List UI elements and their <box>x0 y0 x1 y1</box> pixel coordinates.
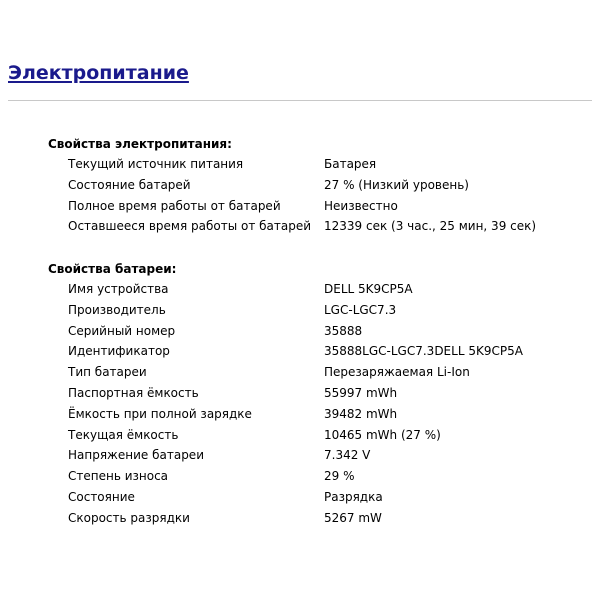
section-heading: Свойства батареи: <box>48 262 177 276</box>
property-value: Перезаряжаемая Li-Ion <box>324 365 470 380</box>
table-row <box>48 341 598 362</box>
property-label: Степень износа <box>68 469 169 484</box>
property-value: 27 % (Низкий уровень) <box>324 177 469 192</box>
table-row <box>48 154 598 175</box>
table-row <box>48 508 598 529</box>
property-label: Серийный номер <box>68 323 176 338</box>
property-value: DELL 5K9CP5A <box>324 282 413 296</box>
property-value: 35888 <box>324 323 363 338</box>
property-label: Производитель <box>68 302 166 317</box>
power-properties-section <box>48 134 598 237</box>
table-row <box>48 466 598 487</box>
property-label: Ёмкость при полной зарядке <box>68 406 252 421</box>
battery-properties-section <box>48 259 598 529</box>
table-row <box>48 175 598 196</box>
section-heading: Свойства электропитания: <box>48 137 232 151</box>
property-label: Состояние <box>68 489 135 504</box>
property-value: 7.342 V <box>324 448 371 463</box>
property-value: 29 % <box>324 469 355 484</box>
property-value: Батарея <box>324 157 377 171</box>
table-row <box>48 362 598 383</box>
property-label: Текущий источник питания <box>68 157 244 171</box>
property-value: 35888LGC-LGC7.3DELL 5K9CP5A <box>324 344 523 359</box>
table-row <box>48 404 598 425</box>
property-label: Паспортная ёмкость <box>68 385 199 400</box>
property-label: Имя устройства <box>68 282 169 296</box>
table-row <box>48 487 598 508</box>
table-row <box>48 383 598 404</box>
table-row <box>48 445 598 466</box>
table-row <box>48 216 598 237</box>
property-value: 12339 сек (3 час., 25 мин, 39 сек) <box>324 219 537 234</box>
property-label: Текущая ёмкость <box>68 427 179 442</box>
property-label: Тип батареи <box>68 365 147 380</box>
page-title[interactable]: Электропитание <box>8 62 189 84</box>
title-divider <box>8 100 592 101</box>
table-row <box>48 279 598 300</box>
property-label: Состояние батарей <box>68 177 191 192</box>
property-value: LGC-LGC7.3 <box>324 302 397 317</box>
property-label: Полное время работы от батарей <box>68 198 281 213</box>
property-value: 10465 mWh (27 %) <box>324 427 441 442</box>
property-value: Разрядка <box>324 489 383 504</box>
property-label: Оставшееся время работы от батарей <box>68 219 312 234</box>
property-label: Скорость разрядки <box>68 510 190 525</box>
table-row <box>48 425 598 446</box>
property-label: Идентификатор <box>68 344 170 359</box>
table-row <box>48 321 598 342</box>
table-row <box>48 300 598 321</box>
property-value: 55997 mWh <box>324 385 398 400</box>
property-label: Напряжение батареи <box>68 448 204 463</box>
property-value: 39482 mWh <box>324 406 398 421</box>
property-value: 5267 mW <box>324 510 382 525</box>
property-value: Неизвестно <box>324 198 398 213</box>
table-row <box>48 196 598 217</box>
